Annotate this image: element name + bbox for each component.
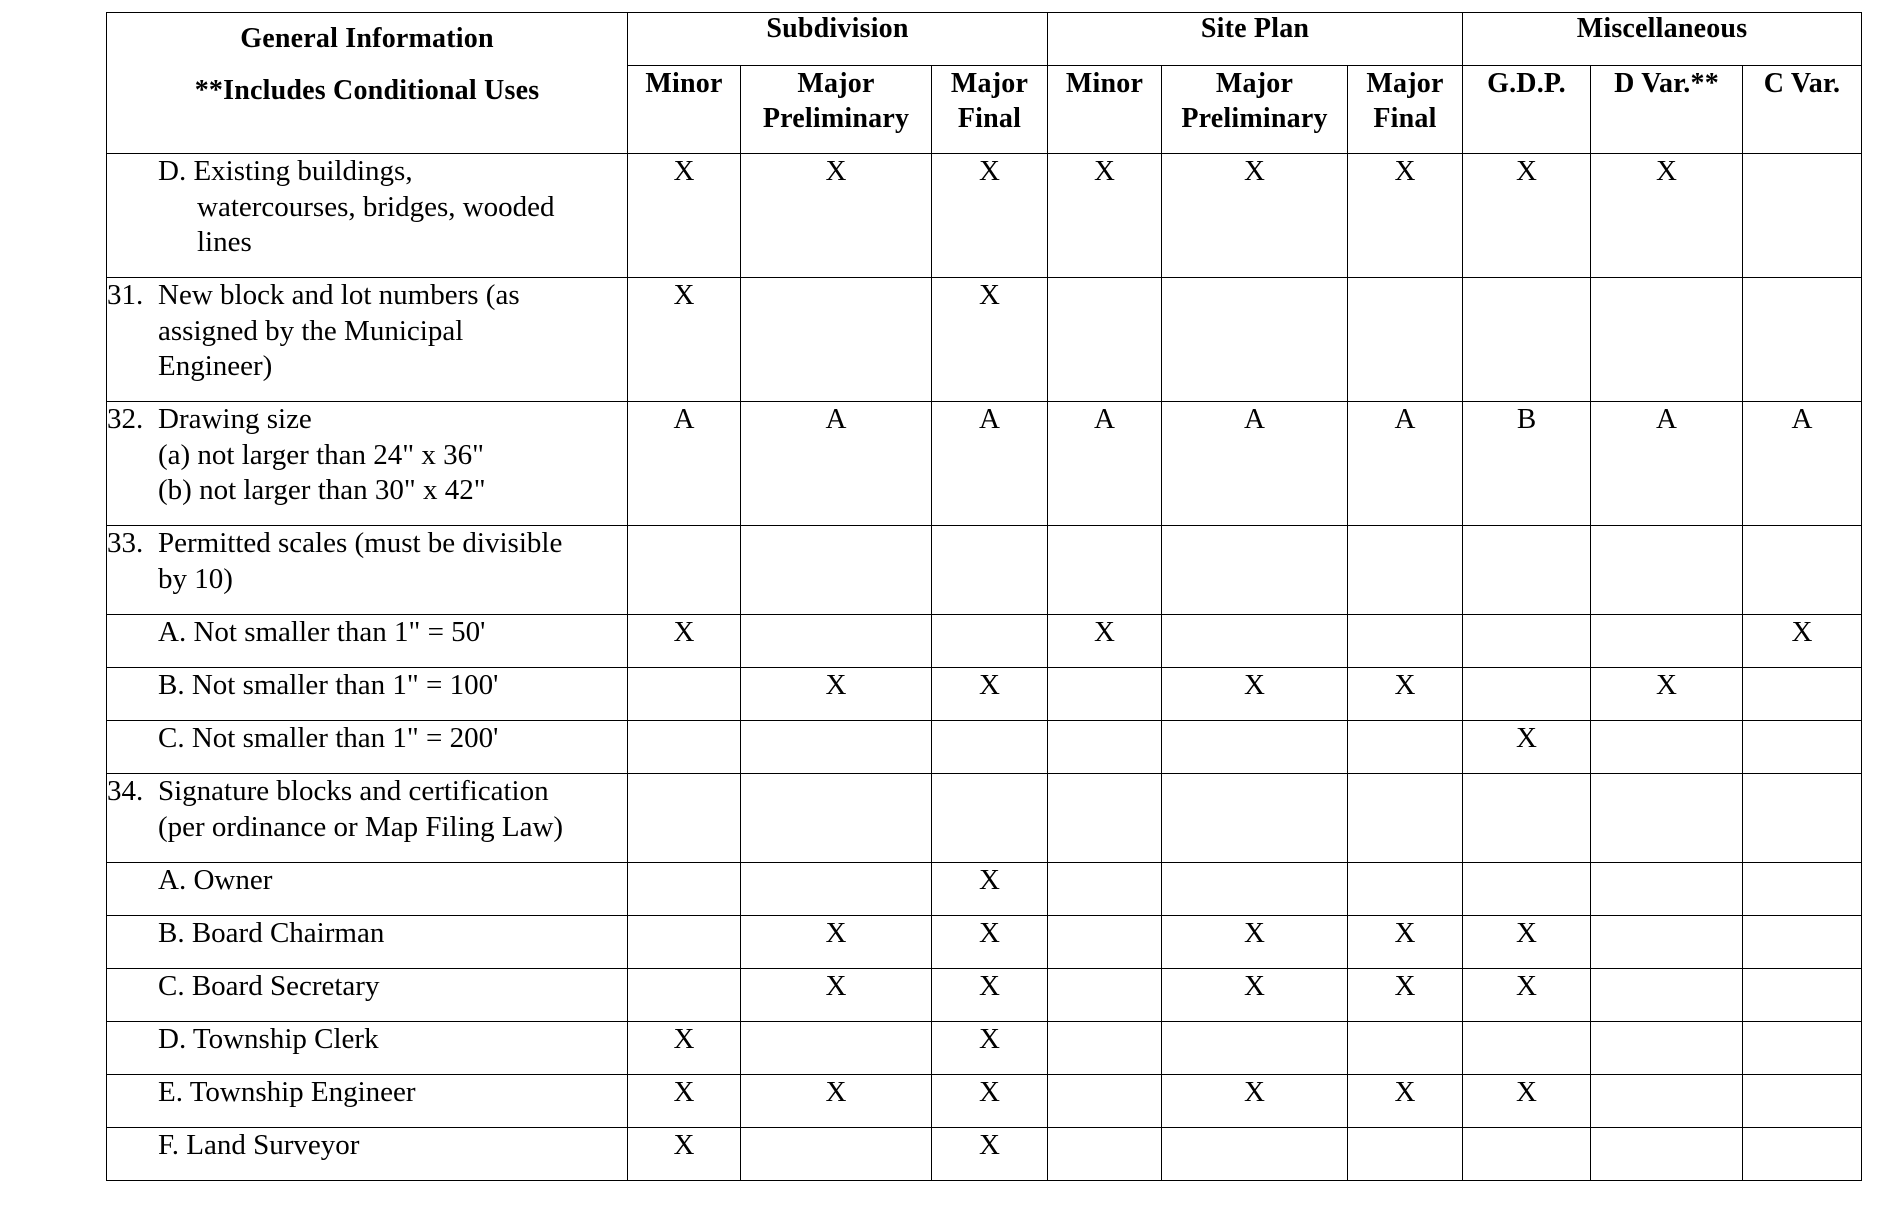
requirement-mark-cell	[628, 863, 741, 916]
requirement-mark-cell: X	[741, 1075, 932, 1128]
requirement-mark-cell	[1463, 774, 1591, 863]
requirement-mark-cell: X	[1348, 969, 1463, 1022]
requirement-mark-cell: X	[932, 668, 1048, 721]
item-number	[107, 1128, 158, 1164]
table-row	[107, 1022, 1862, 1075]
requirement-mark-cell: X	[1743, 615, 1862, 668]
requirement-mark-cell: X	[1348, 916, 1463, 969]
requirement-mark-cell	[1463, 615, 1591, 668]
requirement-mark-cell: X	[1348, 154, 1463, 278]
requirement-mark-cell	[1348, 615, 1463, 668]
requirement-mark-cell	[1591, 278, 1743, 402]
requirement-mark-cell: X	[1591, 154, 1743, 278]
item-description-cell	[107, 526, 628, 615]
requirement-mark-cell	[1048, 668, 1162, 721]
table-row	[107, 774, 1862, 863]
item-text-line: E. Township Engineer	[158, 1076, 416, 1108]
requirement-mark-cell	[628, 721, 741, 774]
item-text	[158, 278, 627, 385]
requirement-mark-cell: A	[1591, 402, 1743, 526]
column-header: C Var.	[1743, 66, 1862, 154]
requirement-mark-cell: X	[1348, 668, 1463, 721]
requirement-mark-cell: X	[1048, 615, 1162, 668]
general-information-title: General Information	[240, 23, 494, 54]
table-row	[107, 1075, 1862, 1128]
requirement-mark-cell: X	[932, 1128, 1048, 1181]
item-text	[158, 615, 627, 651]
site-plan-group-header: Site Plan	[1048, 13, 1463, 66]
requirement-mark-cell: X	[932, 1075, 1048, 1128]
item-text-line: D. Existing buildings,	[158, 155, 413, 187]
requirement-mark-cell	[1162, 721, 1348, 774]
requirement-mark-cell	[1048, 1075, 1162, 1128]
requirement-mark-cell	[932, 774, 1048, 863]
table-row	[107, 278, 1862, 402]
item-number	[107, 668, 158, 704]
item-text-line: B. Not smaller than 1" = 100'	[158, 669, 499, 701]
item-text-line: Engineer)	[158, 350, 273, 382]
requirement-mark-cell: A	[628, 402, 741, 526]
requirement-mark-cell: X	[1162, 668, 1348, 721]
item-description	[107, 278, 627, 385]
item-description-cell	[107, 863, 628, 916]
requirement-mark-cell	[1743, 668, 1862, 721]
item-description	[107, 969, 627, 1005]
item-description-cell	[107, 278, 628, 402]
item-description	[107, 1128, 627, 1164]
column-header: Minor	[628, 66, 741, 154]
requirement-mark-cell	[1348, 278, 1463, 402]
requirement-mark-cell	[1591, 1128, 1743, 1181]
requirement-mark-cell: X	[932, 969, 1048, 1022]
item-number	[107, 721, 158, 757]
item-text	[158, 969, 627, 1005]
item-text	[158, 916, 627, 952]
item-description-cell	[107, 615, 628, 668]
requirement-mark-cell: X	[932, 863, 1048, 916]
requirement-mark-cell	[932, 615, 1048, 668]
requirement-mark-cell: X	[1463, 1075, 1591, 1128]
item-text-line: B. Board Chairman	[158, 917, 385, 949]
column-header: G.D.P.	[1463, 66, 1591, 154]
item-text-line: A. Owner	[158, 864, 273, 896]
item-text-line: New block and lot numbers (as	[158, 279, 520, 311]
requirement-mark-cell	[1743, 154, 1862, 278]
item-text-line: D. Township Clerk	[158, 1023, 379, 1055]
requirement-mark-cell	[1463, 526, 1591, 615]
requirement-mark-cell	[1162, 1022, 1348, 1075]
requirement-mark-cell	[1162, 863, 1348, 916]
requirement-mark-cell	[1463, 1022, 1591, 1075]
item-number	[107, 916, 158, 952]
requirement-mark-cell	[741, 774, 932, 863]
table-row	[107, 863, 1862, 916]
requirement-mark-cell: X	[628, 615, 741, 668]
requirement-mark-cell	[1743, 1128, 1862, 1181]
item-text-line: Drawing size	[158, 403, 312, 435]
item-description-cell	[107, 969, 628, 1022]
requirement-mark-cell	[741, 278, 932, 402]
item-text	[158, 526, 627, 597]
requirement-mark-cell	[741, 721, 932, 774]
requirement-mark-cell	[1162, 1128, 1348, 1181]
requirement-mark-cell	[1743, 863, 1862, 916]
requirement-mark-cell: A	[1048, 402, 1162, 526]
requirement-mark-cell	[1348, 526, 1463, 615]
item-text-line: by 10)	[158, 562, 233, 595]
requirement-mark-cell	[628, 916, 741, 969]
item-text	[158, 1128, 627, 1164]
requirement-mark-cell	[1591, 721, 1743, 774]
item-description-cell	[107, 774, 628, 863]
requirement-mark-cell	[741, 863, 932, 916]
requirement-mark-cell: X	[1463, 916, 1591, 969]
checklist-table	[106, 12, 1862, 1181]
requirement-mark-cell	[1048, 278, 1162, 402]
requirement-mark-cell	[1591, 1075, 1743, 1128]
requirement-mark-cell	[1591, 969, 1743, 1022]
header-group-row	[107, 13, 1862, 66]
requirement-mark-cell	[1162, 278, 1348, 402]
requirement-mark-cell	[1048, 774, 1162, 863]
item-number: 32.	[107, 403, 144, 435]
requirement-mark-cell	[1048, 863, 1162, 916]
item-text	[158, 1022, 627, 1058]
requirement-mark-cell	[628, 774, 741, 863]
item-description	[107, 916, 627, 952]
item-number: 33.	[107, 527, 144, 559]
requirement-mark-cell	[1591, 1022, 1743, 1075]
item-number	[107, 969, 158, 1005]
requirement-mark-cell: X	[628, 1075, 741, 1128]
table-row	[107, 615, 1862, 668]
item-description	[107, 721, 627, 757]
item-description	[107, 154, 627, 261]
requirement-mark-cell: X	[741, 916, 932, 969]
item-text-line: watercourses, bridges, wooded	[197, 190, 555, 223]
requirement-mark-cell	[1591, 863, 1743, 916]
requirement-mark-cell: X	[628, 1022, 741, 1075]
item-text	[158, 774, 627, 845]
requirement-mark-cell	[741, 1128, 932, 1181]
item-text-line: (a) not larger than 24" x 36"	[158, 438, 484, 471]
requirement-mark-cell: X	[1348, 1075, 1463, 1128]
requirement-mark-cell	[741, 615, 932, 668]
item-description	[107, 1075, 627, 1111]
requirement-mark-cell	[628, 526, 741, 615]
column-header: Major Preliminary	[1162, 66, 1348, 154]
requirement-mark-cell: X	[1463, 721, 1591, 774]
table-row	[107, 668, 1862, 721]
table-row	[107, 916, 1862, 969]
item-number: 34.	[107, 775, 144, 807]
requirement-mark-cell	[1743, 1075, 1862, 1128]
table-row	[107, 402, 1862, 526]
requirement-mark-cell	[1463, 863, 1591, 916]
requirement-mark-cell	[1743, 969, 1862, 1022]
requirement-mark-cell	[1162, 774, 1348, 863]
requirement-mark-cell: X	[628, 154, 741, 278]
item-number: 31.	[107, 279, 144, 311]
requirement-mark-cell: X	[932, 916, 1048, 969]
requirement-mark-cell	[1591, 916, 1743, 969]
item-number	[107, 615, 158, 651]
item-text-line: (per ordinance or Map Filing Law)	[158, 810, 564, 843]
requirement-mark-cell	[741, 526, 932, 615]
checklist-body	[107, 154, 1862, 1181]
requirement-mark-cell: X	[932, 278, 1048, 402]
item-description-cell	[107, 154, 628, 278]
item-description	[107, 863, 627, 899]
requirement-mark-cell: X	[1463, 154, 1591, 278]
requirement-mark-cell	[1348, 774, 1463, 863]
item-description-cell	[107, 1128, 628, 1181]
requirement-mark-cell: A	[1162, 402, 1348, 526]
requirement-mark-cell: B	[1463, 402, 1591, 526]
requirement-mark-cell	[1743, 526, 1862, 615]
item-text	[158, 668, 627, 704]
requirement-mark-cell	[1048, 1128, 1162, 1181]
requirement-mark-cell	[1743, 278, 1862, 402]
item-text	[158, 863, 627, 899]
requirement-mark-cell: X	[741, 668, 932, 721]
requirement-mark-cell: X	[1162, 154, 1348, 278]
requirement-mark-cell: X	[1463, 969, 1591, 1022]
general-information-header	[107, 13, 628, 154]
item-text-line: Permitted scales (must be divisible	[158, 527, 563, 559]
conditional-uses-note: **Includes Conditional Uses	[194, 75, 540, 106]
item-text	[158, 721, 627, 757]
item-text-line: C. Board Secretary	[158, 970, 380, 1002]
item-text	[158, 154, 627, 261]
table-row	[107, 526, 1862, 615]
subdivision-group-header: Subdivision	[628, 13, 1048, 66]
requirement-mark-cell: A	[932, 402, 1048, 526]
item-text-line: F. Land Surveyor	[158, 1129, 360, 1161]
item-description-cell	[107, 721, 628, 774]
requirement-mark-cell	[1743, 721, 1862, 774]
requirement-mark-cell: X	[1162, 916, 1348, 969]
requirement-mark-cell: X	[932, 154, 1048, 278]
table-row	[107, 154, 1862, 278]
table-row	[107, 969, 1862, 1022]
item-number	[107, 1022, 158, 1058]
requirement-mark-cell	[1743, 1022, 1862, 1075]
item-text-line: Signature blocks and certification	[158, 775, 549, 807]
requirement-mark-cell: X	[628, 1128, 741, 1181]
requirement-mark-cell	[628, 668, 741, 721]
requirement-mark-cell	[1048, 526, 1162, 615]
requirement-mark-cell: X	[1591, 668, 1743, 721]
item-description	[107, 526, 627, 597]
requirement-mark-cell: X	[1162, 969, 1348, 1022]
item-description	[107, 402, 627, 509]
requirement-mark-cell: X	[741, 154, 932, 278]
item-number	[107, 1075, 158, 1111]
requirement-mark-cell	[1463, 278, 1591, 402]
item-text-line: (b) not larger than 30" x 42"	[158, 474, 486, 506]
item-text	[158, 1075, 627, 1111]
item-number	[107, 154, 158, 261]
requirement-mark-cell: A	[1348, 402, 1463, 526]
column-header: Major Final	[1348, 66, 1463, 154]
requirement-mark-cell	[1048, 916, 1162, 969]
requirement-mark-cell: A	[741, 402, 932, 526]
item-description-cell	[107, 402, 628, 526]
requirement-mark-cell: X	[628, 278, 741, 402]
requirement-mark-cell	[1743, 916, 1862, 969]
column-header: Minor	[1048, 66, 1162, 154]
item-text-line: assigned by the Municipal	[158, 314, 464, 347]
requirement-mark-cell	[1591, 615, 1743, 668]
requirement-mark-cell: X	[741, 969, 932, 1022]
requirement-mark-cell	[1591, 526, 1743, 615]
table-row	[107, 721, 1862, 774]
requirement-mark-cell	[1463, 1128, 1591, 1181]
item-description-cell	[107, 1075, 628, 1128]
item-description	[107, 668, 627, 704]
item-description-cell	[107, 1022, 628, 1075]
requirement-mark-cell: X	[932, 1022, 1048, 1075]
requirement-mark-cell	[1048, 1022, 1162, 1075]
table-row	[107, 1128, 1862, 1181]
requirement-mark-cell	[1348, 1128, 1463, 1181]
column-header: Major Preliminary	[741, 66, 932, 154]
miscellaneous-group-header: Miscellaneous	[1463, 13, 1862, 66]
item-text-line: C. Not smaller than 1" = 200'	[158, 722, 499, 754]
requirement-mark-cell	[932, 721, 1048, 774]
requirement-mark-cell: A	[1743, 402, 1862, 526]
item-description-cell	[107, 668, 628, 721]
item-description	[107, 615, 627, 651]
requirement-mark-cell	[1162, 526, 1348, 615]
requirement-mark-cell	[1743, 774, 1862, 863]
requirement-mark-cell	[1048, 969, 1162, 1022]
requirement-mark-cell: X	[1162, 1075, 1348, 1128]
requirement-mark-cell	[1348, 721, 1463, 774]
requirement-mark-cell: X	[1048, 154, 1162, 278]
requirement-mark-cell	[741, 1022, 932, 1075]
column-header: D Var.**	[1591, 66, 1743, 154]
requirement-mark-cell	[1591, 774, 1743, 863]
requirement-mark-cell	[1048, 721, 1162, 774]
item-description	[107, 1022, 627, 1058]
requirement-mark-cell	[932, 526, 1048, 615]
item-text-line: A. Not smaller than 1" = 50'	[158, 616, 486, 648]
requirement-mark-cell	[1463, 668, 1591, 721]
item-description	[107, 774, 627, 845]
item-text	[158, 402, 627, 509]
item-number	[107, 863, 158, 899]
requirement-mark-cell	[1348, 863, 1463, 916]
requirement-mark-cell	[1348, 1022, 1463, 1075]
item-text-line: lines	[197, 226, 252, 258]
requirement-mark-cell	[628, 969, 741, 1022]
requirement-mark-cell	[1162, 615, 1348, 668]
column-header: Major Final	[932, 66, 1048, 154]
item-description-cell	[107, 916, 628, 969]
